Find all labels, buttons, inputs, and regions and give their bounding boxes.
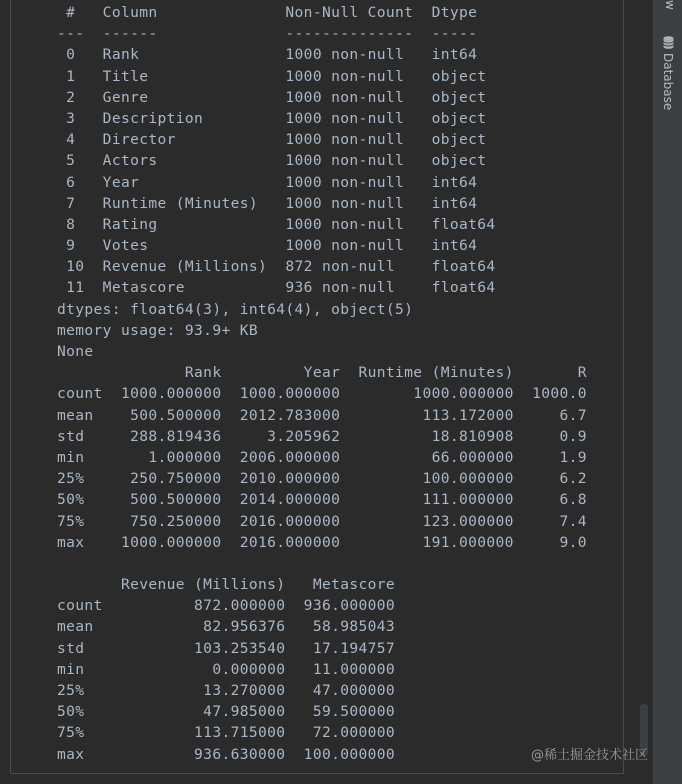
console-line: 0 Rank 1000 non-null int64 [57, 46, 496, 64]
console-line: --- ------ -------------- ----- [57, 25, 496, 43]
console-line: count 1000.000000 1000.000000 1000.000000 1000.0 [57, 385, 587, 403]
console-line: min 0.000000 11.000000 [57, 660, 396, 678]
console-line: mean 82.956376 58.985043 [57, 618, 396, 636]
console-line: 2 Genre 1000 non-null object [57, 88, 496, 106]
console-line: min 1.000000 2006.000000 66.000000 1.9 [57, 448, 587, 466]
console-line: dtypes: float64(3), int64(4), object(5) [57, 300, 414, 318]
watermark: @稀土掘金技术社区 [531, 748, 649, 763]
console-frame-bottom [10, 773, 624, 774]
console-line: 25% 13.270000 47.000000 [57, 682, 396, 699]
console-output[interactable] [57, 2, 623, 772]
console-line [57, 553, 623, 574]
console-line: std 103.253540 17.194757 [57, 639, 396, 657]
console-line: 11 Metascore 936 non-null float64 [57, 279, 496, 297]
console-line: 7 Runtime (Minutes) 1000 non-null int64 [57, 194, 496, 212]
console-line: count 872.000000 936.000000 [57, 597, 396, 615]
console-line: 50% 500.500000 2014.000000 111.000000 6.8 [57, 491, 587, 509]
console-line: 75% 113.715000 72.000000 [57, 724, 396, 742]
console-line: 8 Rating 1000 non-null float64 [57, 215, 496, 233]
console-line: memory usage: 93.9+ KB [57, 321, 258, 339]
console-line: std 288.819436 3.205962 18.810908 0.9 [57, 427, 587, 445]
console-line: max 1000.000000 2016.000000 191.000000 9.0 [57, 533, 587, 551]
console-line: 9 Votes 1000 non-null int64 [57, 237, 496, 255]
database-icon [663, 36, 674, 49]
console-line: 4 Director 1000 non-null object [57, 131, 496, 149]
database-tab-label: Database [661, 53, 675, 111]
database-tool-tab[interactable] [657, 36, 679, 110]
console-line: None [57, 343, 94, 360]
console-frame-right [623, 0, 624, 774]
console-line: 25% 250.750000 2010.000000 100.000000 6.2 [57, 470, 587, 488]
tool-window-label-partial[interactable]: w [663, 0, 677, 10]
right-tool-strip [652, 0, 682, 784]
console-line: mean 500.500000 2012.783000 113.172000 6.7 [57, 406, 587, 424]
console-line: 10 Revenue (Millions) 872 non-null float64 [57, 258, 496, 276]
console-line: 1 Title 1000 non-null object [57, 67, 496, 85]
console-line: 5 Actors 1000 non-null object [57, 152, 496, 170]
console-line: Rank Year Runtime (Minutes) R [57, 364, 587, 382]
console-line: Revenue (Millions) Metascore [57, 576, 396, 594]
console-line: max 936.630000 100.000000 [57, 745, 396, 763]
console-frame-left [10, 0, 11, 774]
console-line: 75% 750.250000 2016.000000 123.000000 7.4 [57, 512, 587, 530]
console-line: 50% 47.985000 59.500000 [57, 703, 396, 721]
console-line: 6 Year 1000 non-null int64 [57, 173, 496, 191]
console-line: 3 Description 1000 non-null object [57, 109, 496, 127]
console-line: # Column Non-Null Count Dtype [57, 4, 496, 21]
